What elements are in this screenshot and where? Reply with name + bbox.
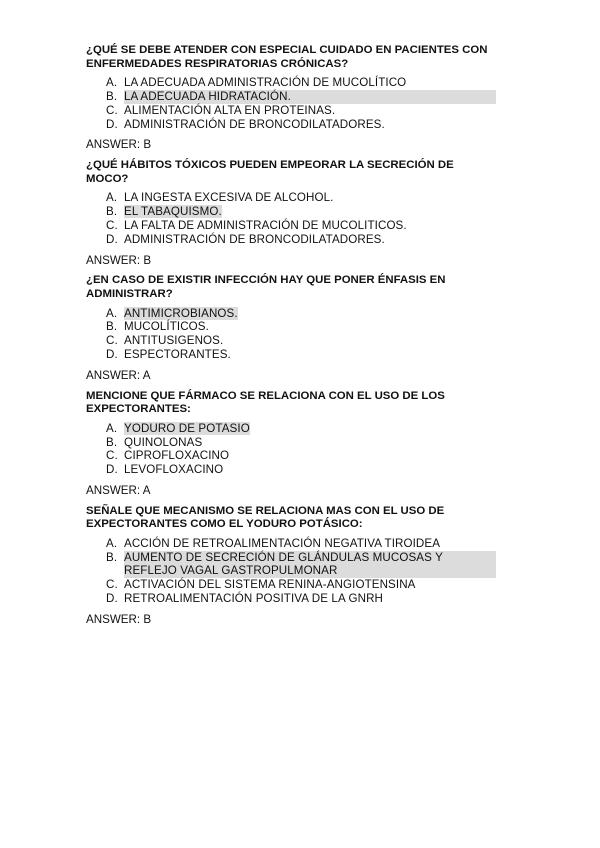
answer-label: ANSWER: A bbox=[86, 483, 151, 497]
option-letter: B. bbox=[106, 435, 118, 449]
options-list bbox=[86, 307, 496, 362]
highlight-mark: EL TABAQUISMO. bbox=[124, 205, 222, 219]
answer-label: ANSWER: B bbox=[86, 253, 152, 267]
question-block-3 bbox=[86, 274, 496, 382]
answer-label: ANSWER: A bbox=[86, 368, 151, 382]
question-block-2 bbox=[86, 159, 496, 267]
option-letter: C. bbox=[106, 103, 118, 117]
option-c bbox=[106, 219, 496, 233]
options-list bbox=[86, 422, 496, 477]
option-letter: C. bbox=[106, 218, 118, 232]
option-text: RETROALIMENTACIÓN POSITIVA DE LA GNRH bbox=[124, 592, 384, 606]
answer-label: ANSWER: B bbox=[86, 138, 152, 152]
option-b bbox=[106, 205, 496, 219]
option-text: LEVOFLOXACINO bbox=[124, 463, 224, 477]
option-letter: A. bbox=[106, 76, 118, 90]
option-letter: D. bbox=[106, 232, 118, 246]
option-text: LA FALTA DE ADMINISTRACIÓN DE MUCOLITICOS. bbox=[124, 218, 407, 232]
option-b bbox=[106, 551, 496, 579]
option-text-highlighted bbox=[124, 205, 496, 219]
option-letter: A. bbox=[106, 191, 118, 205]
option-b bbox=[106, 436, 496, 450]
option-letter: A. bbox=[106, 421, 118, 435]
option-c bbox=[106, 578, 496, 592]
option-text: ESPECTORANTES. bbox=[124, 347, 231, 361]
option-b bbox=[106, 90, 496, 104]
question-text: ¿QUÉ HÁBITOS TÓXICOS PUEDEN EMPEORAR LA SECRECIÓN DE MOCO? bbox=[86, 159, 454, 185]
option-text: ADMINISTRACIÓN DE BRONCODILATADORES. bbox=[124, 117, 385, 131]
option-text: LA ADECUADA ADMINISTRACIÓN DE MUCOLÍTICO bbox=[124, 76, 407, 90]
option-a bbox=[106, 422, 496, 436]
option-a bbox=[106, 76, 496, 90]
option-c bbox=[106, 449, 496, 463]
option-d bbox=[106, 118, 496, 132]
option-c bbox=[106, 104, 496, 118]
option-text: ANTITUSIGENOS. bbox=[124, 334, 224, 348]
option-letter: D. bbox=[106, 463, 118, 477]
options-list bbox=[86, 76, 496, 131]
option-b bbox=[106, 320, 496, 334]
question-text: ¿QUÉ SE DEBE ATENDER CON ESPECIAL CUIDADO EN PACIENTES CON ENFERMEDADES RESPIRATORIAS CRÓNICAS? bbox=[86, 44, 488, 70]
option-a bbox=[106, 307, 496, 321]
option-text: QUINOLONAS bbox=[124, 435, 203, 449]
option-letter: D. bbox=[106, 592, 118, 606]
option-text: ADMINISTRACIÓN DE BRONCODILATADORES. bbox=[124, 232, 385, 246]
option-letter: C. bbox=[106, 449, 118, 463]
option-letter: D. bbox=[106, 347, 118, 361]
option-text-highlighted: LA ADECUADA HIDRATACIÓN. bbox=[124, 90, 496, 104]
option-d bbox=[106, 592, 496, 606]
question-block-4 bbox=[86, 390, 496, 498]
option-d bbox=[106, 348, 496, 362]
question-block-1 bbox=[86, 44, 496, 152]
question-block-5 bbox=[86, 505, 496, 627]
highlight-mark: YODURO DE POTASIO bbox=[124, 421, 250, 435]
options-list bbox=[86, 537, 496, 606]
option-a bbox=[106, 537, 496, 551]
option-text-highlighted bbox=[124, 307, 496, 321]
options-list bbox=[86, 191, 496, 246]
question-text: MENCIONE QUE FÁRMACO SE RELACIONA CON EL USO DE LOS EXPECTORANTES: bbox=[86, 389, 445, 416]
option-letter: D. bbox=[106, 117, 118, 131]
option-letter: B. bbox=[106, 205, 118, 219]
option-a bbox=[106, 191, 496, 205]
question-text: SEÑALE QUE MECANISMO SE RELACIONA MAS CON EL USO DE EXPECTORANTES COMO EL YODURO POTÁSICO: bbox=[86, 504, 445, 531]
option-text: CIPROFLOXACINO bbox=[124, 449, 230, 463]
question-text: ¿EN CASO DE EXISTIR INFECCIÓN HAY QUE PONER ÉNFASIS EN ADMINISTRAR? bbox=[86, 274, 446, 300]
option-letter: B. bbox=[106, 550, 118, 564]
option-text: MUCOLÍTICOS. bbox=[124, 320, 209, 334]
option-text-highlighted: AUMENTO DE SECRECIÓN DE GLÁNDULAS MUCOSAS Y REFLEJO VAGAL GASTROPULMONAR bbox=[124, 551, 496, 579]
option-letter: B. bbox=[106, 89, 118, 103]
option-letter: A. bbox=[106, 306, 118, 320]
option-letter: B. bbox=[106, 320, 118, 334]
option-c bbox=[106, 334, 496, 348]
option-d bbox=[106, 463, 496, 477]
option-text: LA INGESTA EXCESIVA DE ALCOHOL. bbox=[124, 191, 334, 205]
option-letter: C. bbox=[106, 578, 118, 592]
option-letter: C. bbox=[106, 334, 118, 348]
option-d bbox=[106, 233, 496, 247]
option-text: ALIMENTACIÓN ALTA EN PROTEINAS. bbox=[124, 103, 336, 117]
option-text: ACCIÓN DE RETROALIMENTACIÓN NEGATIVA TIROIDEA bbox=[124, 536, 441, 550]
answer-label: ANSWER: B bbox=[86, 612, 152, 626]
option-letter: A. bbox=[106, 536, 118, 550]
quiz-document bbox=[86, 44, 496, 634]
highlight-mark: ANTIMICROBIANOS. bbox=[124, 306, 238, 320]
option-text-highlighted bbox=[124, 422, 496, 436]
option-text: ACTIVACIÓN DEL SISTEMA RENINA-ANGIOTENSINA bbox=[124, 578, 416, 592]
